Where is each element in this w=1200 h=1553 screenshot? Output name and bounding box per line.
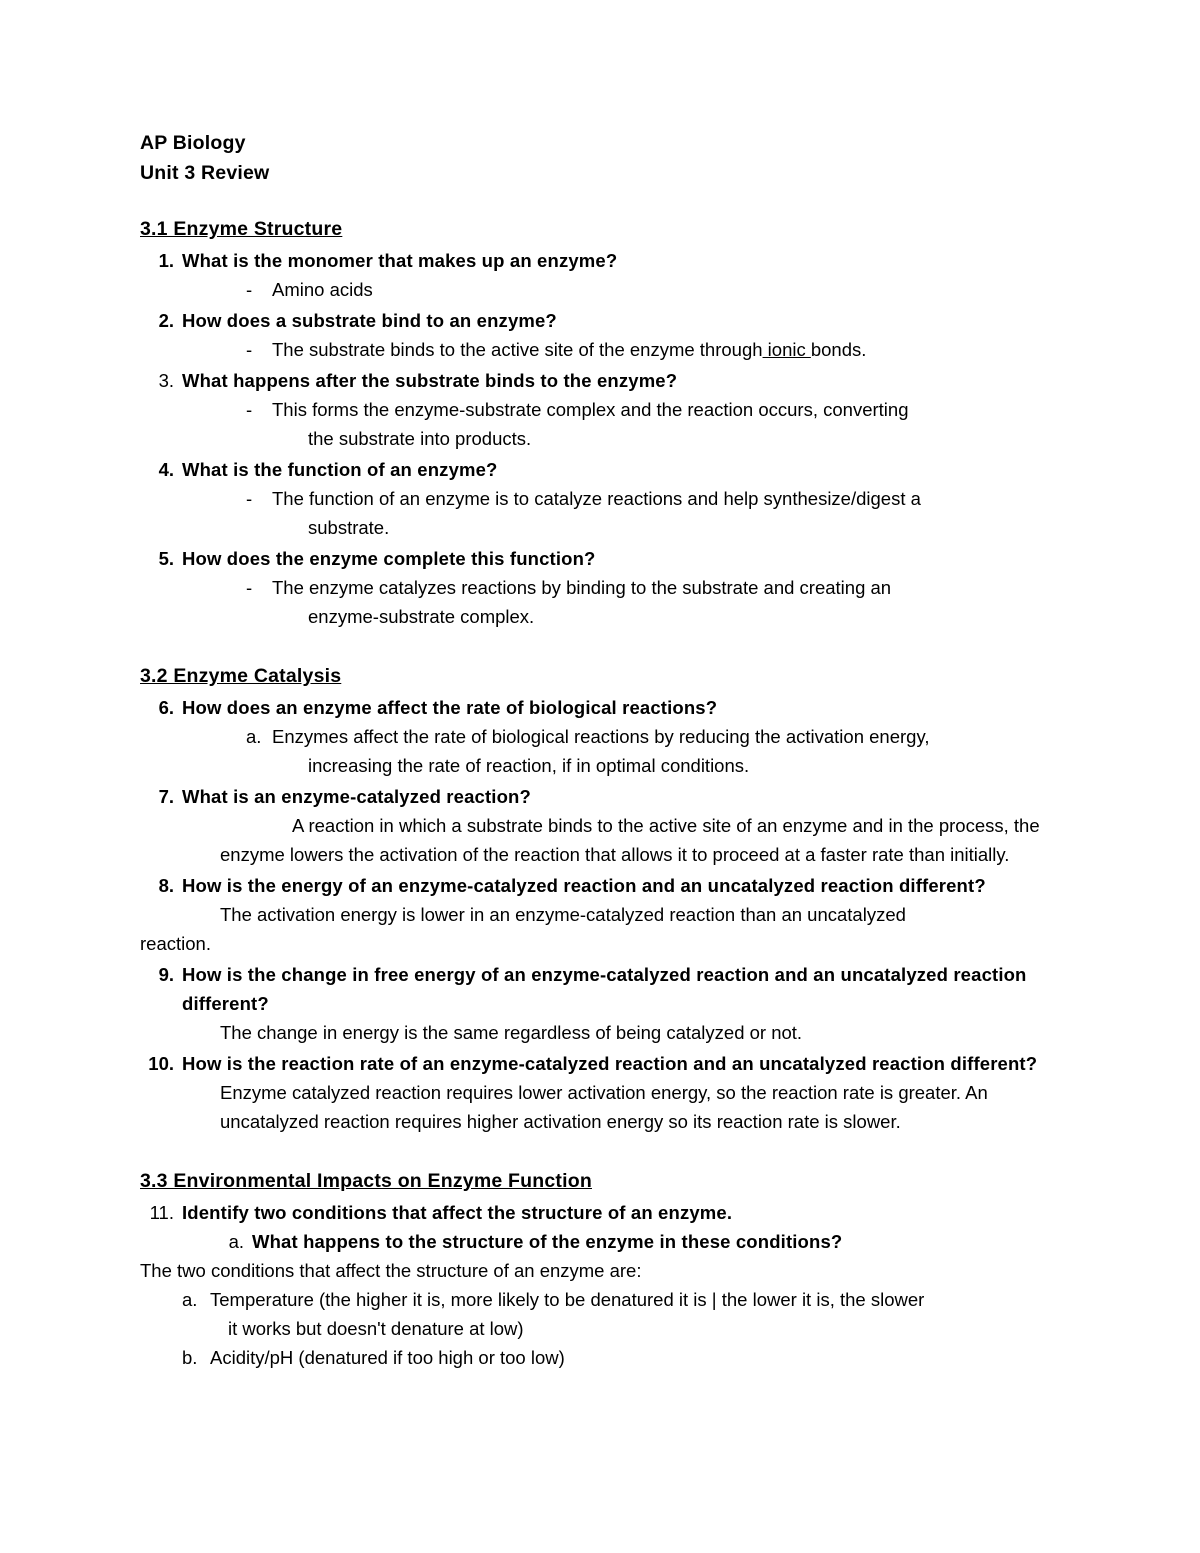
answer-marker: - — [246, 488, 253, 509]
question-item-4 — [140, 455, 1060, 542]
answer-marker: - — [246, 339, 253, 360]
answer-row — [246, 395, 1060, 453]
list-item-line-1: Acidity/pH (denatured if too high or too low) — [210, 1347, 565, 1368]
answer-paragraph-line-1: The activation energy is lower in an enzyme-catalyzed reaction than an uncatalyzed — [220, 904, 906, 925]
answer-text — [272, 722, 929, 780]
question-line-2: different? — [898, 875, 986, 896]
section-heading-3-1: 3.1 Enzyme Structure — [140, 218, 343, 240]
question-text: What is an enzyme-catalyzed reaction? — [182, 786, 531, 807]
answer-text — [272, 395, 908, 453]
answer-line-2: the substrate into products. — [308, 428, 532, 449]
question-item-9 — [140, 960, 1060, 1047]
answer-paragraph: The change in energy is the same regardless of being catalyzed or not. — [220, 1022, 803, 1043]
list-item-body — [210, 1285, 924, 1343]
answer-line-2: substrate. — [308, 517, 390, 538]
answer-text — [272, 573, 891, 631]
question-text — [182, 960, 1060, 1018]
question-text: Identify two conditions that affect the structure of an enzyme. — [182, 1202, 733, 1223]
question-text — [182, 871, 986, 900]
question-number: 3. — [158, 370, 174, 391]
question-line-1: How is the change in free energy of an enzyme-catalyzed reaction and an — [182, 964, 836, 985]
question-item-1 — [140, 246, 1060, 304]
sub-question-text: What happens to the structure of the enzyme in these conditions? — [252, 1231, 843, 1252]
question-item-6 — [140, 693, 1060, 780]
question-line-1: How is the energy of an enzyme-catalyzed reaction and an uncatalyzed reaction — [182, 875, 894, 896]
list-item-line-2: it works but doesn't denature at low) — [228, 1318, 524, 1339]
question-number: 7. — [158, 786, 174, 807]
question-line-1: How is the reaction rate of an enzyme-catalyzed reaction and an uncatalyzed — [182, 1053, 867, 1074]
question-number: 2. — [158, 310, 174, 331]
question-text: How does a substrate bind to an enzyme? — [182, 310, 557, 331]
answer-line-1: Enzymes affect the rate of biological reactions by reducing the activation energy, — [272, 726, 930, 747]
question-number: 4. — [158, 459, 174, 480]
answer-text-pre: The substrate binds to the active site of the enzyme through — [272, 339, 763, 360]
question-item-7 — [140, 782, 1060, 869]
question-text: What happens after the substrate binds to the enzyme? — [182, 370, 678, 391]
answer-list — [182, 1285, 1060, 1372]
answer-row — [246, 275, 1060, 304]
question-number: 8. — [158, 875, 174, 896]
answer-row — [246, 484, 1060, 542]
question-item-8 — [140, 871, 1060, 958]
answer-marker: a. — [246, 726, 262, 747]
section-heading-3-3: 3.3 Environmental Impacts on Enzyme Function — [140, 1170, 592, 1192]
question-line-2: reaction different? — [871, 1053, 1038, 1074]
question-number: 9. — [158, 964, 174, 985]
question-text: How does the enzyme complete this function? — [182, 548, 596, 569]
answer-line-1: The function of an enzyme is to catalyze reactions and help synthesize/digest a — [272, 488, 921, 509]
section-heading-3-2: 3.2 Enzyme Catalysis — [140, 665, 342, 687]
question-number: 6. — [158, 697, 174, 718]
answer-line-1: The enzyme catalyzes reactions by binding to the substrate and creating an — [272, 577, 892, 598]
question-number: 5. — [158, 548, 174, 569]
answer-marker: - — [246, 279, 253, 300]
answer-text — [272, 484, 921, 542]
answer-line-1: This forms the enzyme-substrate complex and the reaction occurs, converting — [272, 399, 909, 420]
answer-marker: - — [246, 399, 253, 420]
answer-text-post: bonds. — [810, 339, 867, 360]
question-text — [182, 1049, 1037, 1078]
answer-row — [246, 335, 1060, 364]
document-title-line-2: Unit 3 Review — [140, 162, 270, 184]
answer-text-underlined: ionic — [762, 339, 811, 360]
list-item-label: b. — [182, 1347, 198, 1368]
answer-row — [246, 722, 1060, 780]
answer-marker: - — [246, 577, 253, 598]
question-number: 1. — [158, 250, 174, 271]
answer-text — [272, 335, 866, 364]
question-item-5 — [140, 544, 1060, 631]
question-item-11 — [140, 1198, 1060, 1372]
question-text: What is the function of an enzyme? — [182, 459, 498, 480]
answer-lead-in: The two conditions that affect the structure of an enzyme are: — [140, 1260, 642, 1281]
question-item-2 — [140, 306, 1060, 364]
answer-line-2: increasing the rate of reaction, if in optimal conditions. — [308, 755, 750, 776]
answer-paragraph: A reaction in which a substrate binds to the active site of an enzyme and in the process, the enzyme lowers the activation of the reaction that allows it to proceed at a faster rate than initially. — [220, 815, 1040, 865]
list-item-label: a. — [182, 1289, 198, 1310]
question-number: 10. — [148, 1053, 174, 1074]
list-item-line-1: Temperature (the higher it is, more likely to be denatured it is | the lower it is, the slower — [210, 1289, 925, 1310]
question-number: 11. — [149, 1202, 174, 1223]
question-line-2: uncatalyzed reaction different? — [182, 964, 1027, 1014]
list-item — [182, 1285, 1060, 1343]
question-item-10 — [140, 1049, 1060, 1136]
question-item-3 — [140, 366, 1060, 453]
answer-text: Amino acids — [272, 279, 373, 300]
list-item — [182, 1343, 1060, 1372]
question-text: What is the monomer that makes up an enzyme? — [182, 250, 618, 271]
answer-paragraph: Enzyme catalyzed reaction requires lower activation energy, so the reaction rate is greater. An uncatalyzed reaction requires higher activation energy so its reaction rate is slower. — [220, 1082, 988, 1132]
answer-line-2: enzyme-substrate complex. — [308, 606, 535, 627]
document-title-line-1: AP Biology — [140, 132, 246, 154]
sub-question-number: a. — [228, 1231, 244, 1252]
answer-row — [246, 573, 1060, 631]
answer-paragraph-line-2: reaction. — [140, 933, 211, 954]
list-item-body — [210, 1343, 565, 1372]
question-text: How does an enzyme affect the rate of biological reactions? — [182, 697, 718, 718]
